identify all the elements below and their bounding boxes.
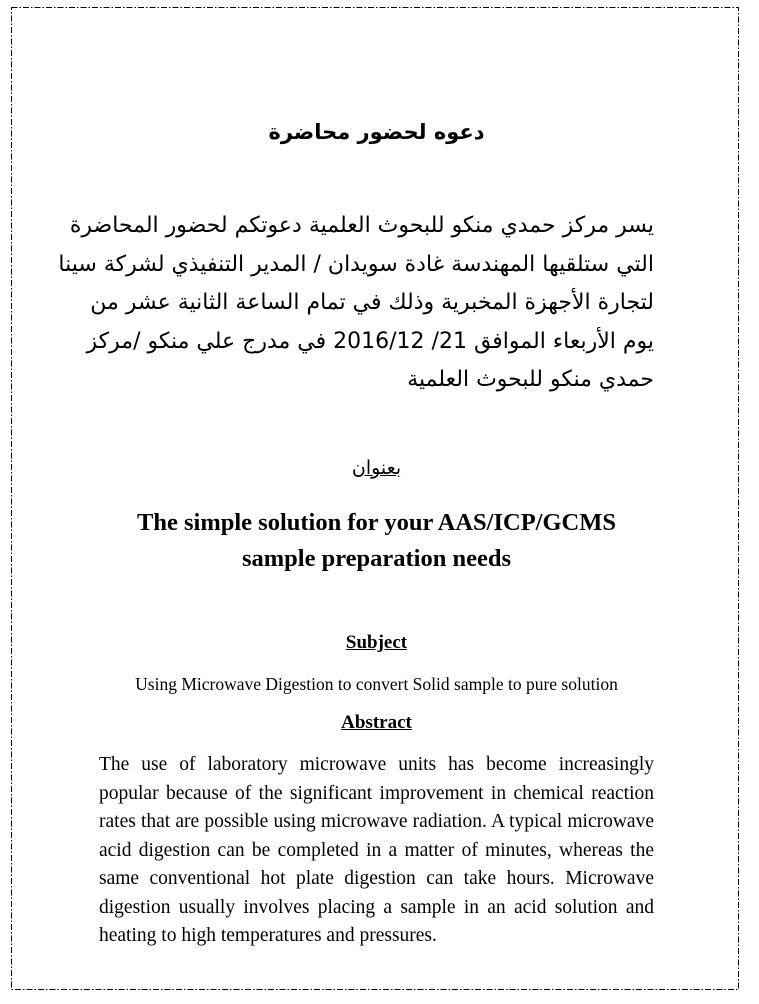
lecture-title-line1: The simple solution for your AAS/ICP/GCMS — [137, 509, 616, 536]
arabic-body-line: يسر مركز حمدي منكو للبحوث العلمية دعوتكم لحضور المحاضرة — [69, 213, 654, 238]
abstract-heading: Abstract — [341, 712, 412, 733]
abstract-text: The use of laboratory microwave units has become increasingly popular because of the significant improvement in chemical reaction rates that are possible using microwave radiation. A typical microwave acid digestion can be completed in a matter of minutes, whereas the same conventional hot plate digestion can take hours. Microwave digestion usually involves placing a sample in an acid solution and heating to high temperatures and pressures. — [99, 754, 654, 946]
arabic-body-line: حمدي منكو للبحوث العلمية — [407, 367, 654, 392]
subject-heading: Subject — [345, 632, 408, 653]
arabic-title: دعوه لحضور محاضرة — [268, 120, 485, 144]
arabic-body-line: يوم الأربعاء الموافق 21/ 2016/12 في مدرج علي منكو /مركز — [86, 328, 654, 354]
arabic-body-line: لتجارة الأجهزة المخبرية وذلك في تمام الساعة الثانية عشر من — [90, 290, 654, 315]
lecture-title — [89, 505, 664, 577]
arabic-invitation-body — [58, 207, 654, 400]
arabic-body-line: التي ستلقيها المهندسة غادة سويدان / المدير التنفيذي لشركة سينا — [58, 251, 654, 277]
lecture-title-line2: sample preparation needs — [241, 545, 512, 572]
arabic-heading-title-label: بعنوان — [351, 457, 402, 479]
subject-text: Using Microwave Digestion to convert Solid sample to pure solution — [135, 674, 618, 694]
